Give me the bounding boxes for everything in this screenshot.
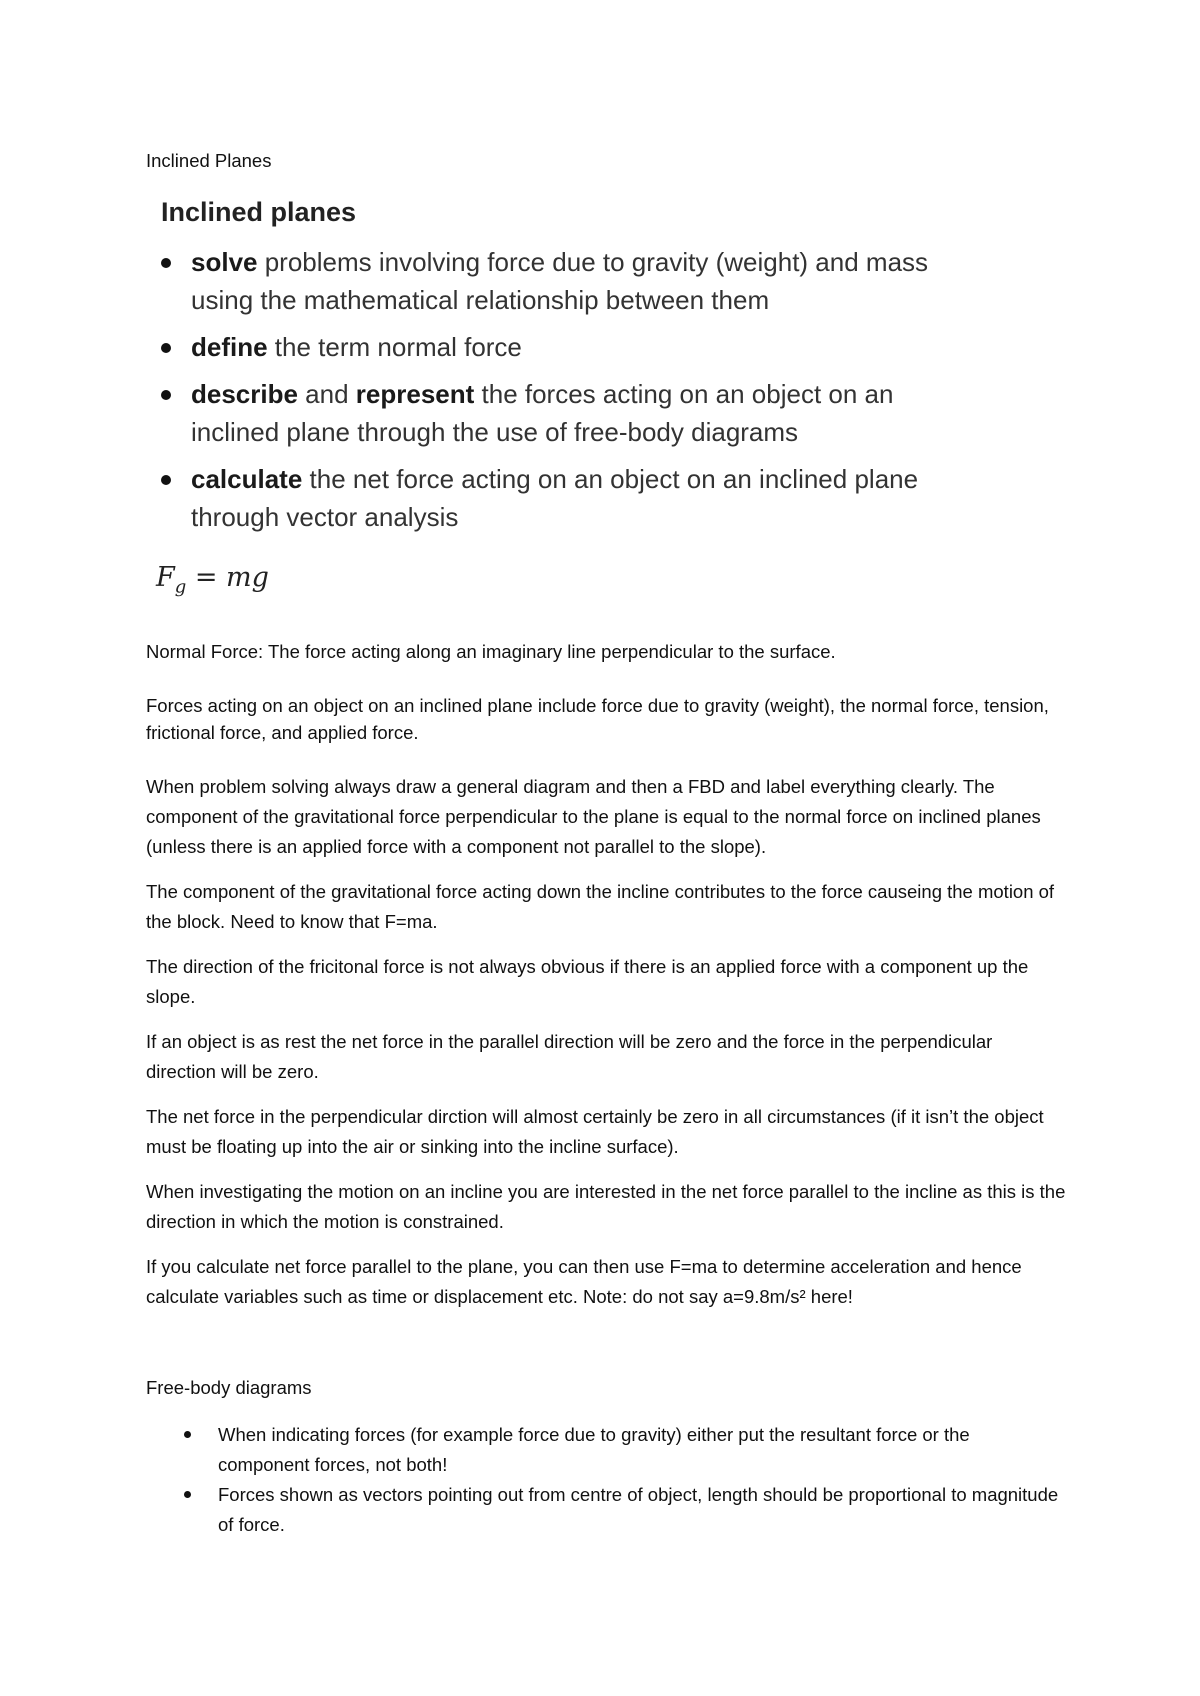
paragraph-at-rest: If an object is as rest the net force in the parallel direction will be zero and the force in the perpendicular direction will be zero.	[146, 1031, 993, 1082]
document-title: Inclined Planes	[146, 150, 272, 171]
paragraph-problem-solving: When problem solving always draw a general diagram and then a FBD and label everything clearly. The component of the gravitational force perpendicular to the plane is equal to the normal force on inclined planes (unless there is an applied force with a component not parallel to the slope).	[146, 776, 1041, 857]
bullet-dot-icon	[161, 343, 171, 353]
fbd-heading: Free-body diagrams	[146, 1377, 312, 1398]
paragraph-perpendicular: The net force in the perpendicular dirction will almost certainly be zero in all circumstances (if it isn’t the object must be floating up into the air or sinking into the incline surface).	[146, 1106, 1044, 1157]
formula-rhs: = mg	[186, 562, 269, 593]
bullet-verb: describe	[191, 379, 298, 409]
bullet-dot-icon	[184, 1431, 191, 1438]
slide-bullet	[146, 375, 946, 451]
bullet-dot-icon	[161, 258, 171, 268]
paragraph-investigating: When investigating the motion on an incline you are interested in the net force parallel to the incline as this is the direction in which the motion is constrained.	[146, 1181, 1066, 1232]
fbd-bullet-list	[146, 1420, 1066, 1540]
bullet-dot-icon	[161, 390, 171, 400]
weight-formula	[156, 562, 269, 597]
bullet-verb-secondary: represent	[355, 379, 475, 409]
formula-lhs: F	[156, 562, 175, 593]
paragraph-friction-direction: The direction of the fricitonal force is not always obvious if there is an applied force with a component up the slope.	[146, 956, 1029, 1007]
slide-bullet-list	[146, 243, 946, 545]
slide-bullet	[146, 328, 946, 366]
bullet-text: the term normal force	[267, 332, 522, 362]
bullet-text: the net force acting on an object on an inclined plane through vector analysis	[191, 464, 919, 532]
fbd-bullet-text: When indicating forces (for example force due to gravity) either put the resultant force or the component forces, not both!	[218, 1424, 970, 1475]
bullet-verb: solve	[191, 247, 258, 277]
bullet-verb: calculate	[191, 464, 303, 494]
embedded-slide-image	[146, 192, 946, 602]
slide-bullet	[146, 243, 946, 319]
bullet-text: problems involving force due to gravity (weight) and mass using the mathematical relationship between them	[191, 247, 929, 315]
fbd-bullet	[146, 1480, 1066, 1540]
paragraph-normal-force: Normal Force: The force acting along an imaginary line perpendicular to the surface.	[146, 641, 836, 662]
bullet-verb: define	[191, 332, 268, 362]
slide-heading: Inclined planes	[161, 197, 357, 227]
paragraph-calculate-net: If you calculate net force parallel to the plane, you can then use F=ma to determine acceleration and hence calculate variables such as time or displacement etc. Note: do not say a=9.8m/s² here!	[146, 1256, 1022, 1307]
bullet-dot-icon	[184, 1491, 191, 1498]
slide-bullet	[146, 460, 946, 536]
bullet-connector: and	[297, 379, 356, 409]
bullet-dot-icon	[161, 475, 171, 485]
fbd-bullet-text: Forces shown as vectors pointing out from centre of object, length should be proportional to magnitude of force.	[218, 1484, 1059, 1535]
paragraph-component-down: The component of the gravitational force acting down the incline contributes to the force causeing the motion of the block. Need to know that F=ma.	[146, 881, 1055, 932]
fbd-bullet	[146, 1420, 1066, 1480]
formula-subscript: g	[174, 576, 187, 598]
bullet-text: the forces acting on an object on an inclined plane through the use of free-body diagrams	[191, 379, 894, 447]
paragraph-forces-acting: Forces acting on an object on an inclined plane include force due to gravity (weight), the normal force, tension, frictional force, and applied force.	[146, 695, 1049, 743]
